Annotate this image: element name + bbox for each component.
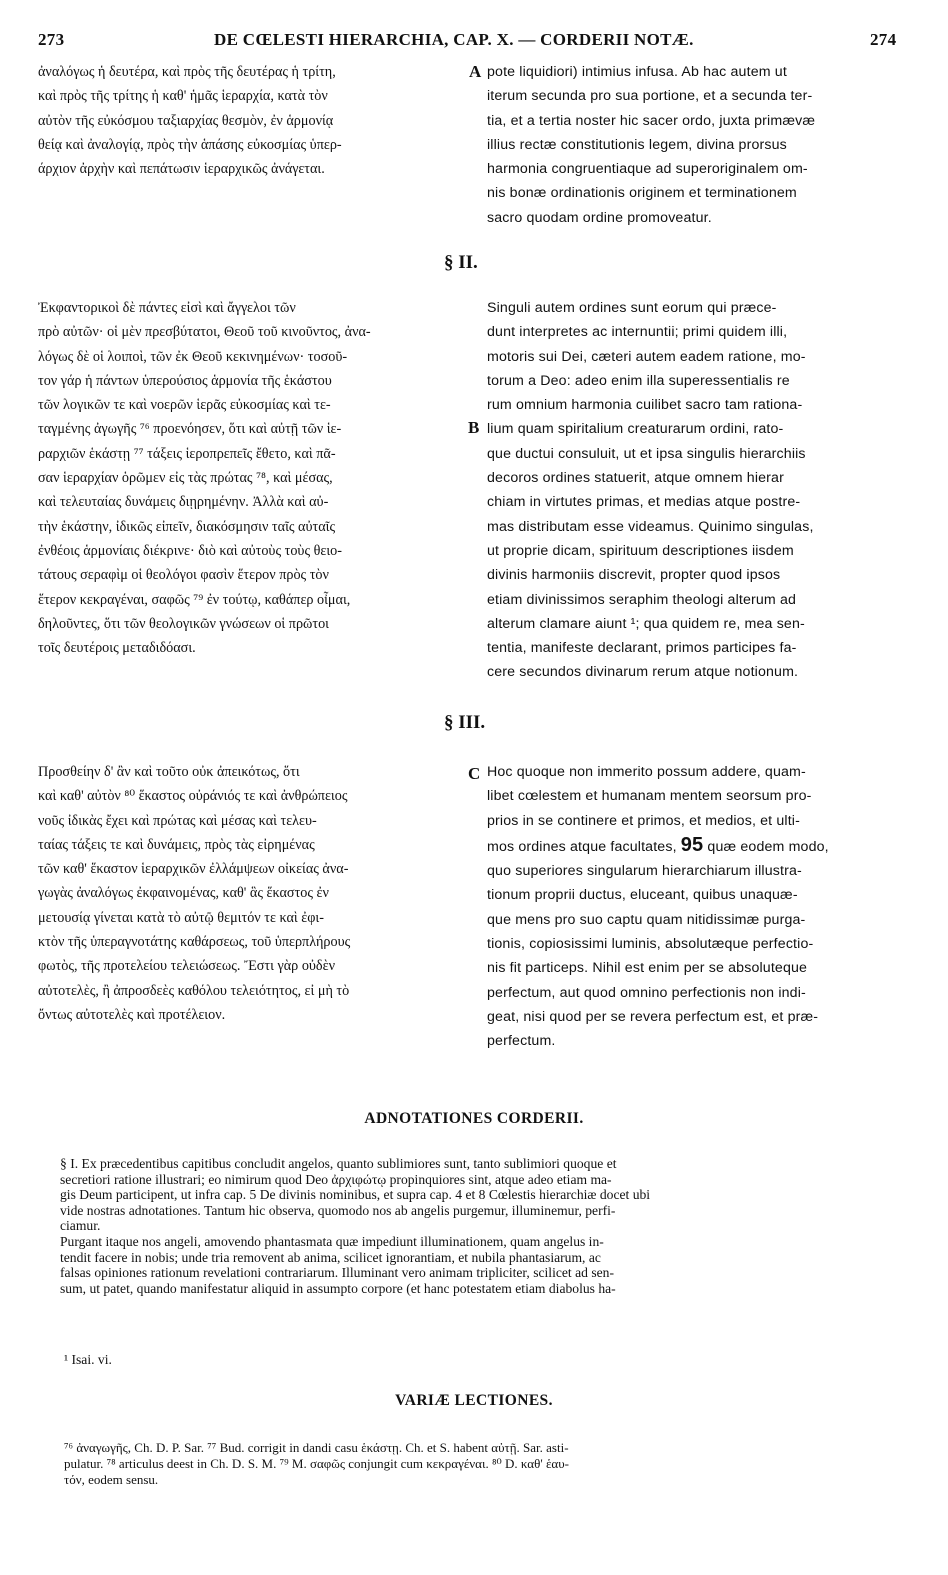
greek-line: άρχιον ἀρχὴν καὶ πεπάτωσιν ἱεραρχικῶς ἀνάγεται. (38, 161, 325, 178)
greek-line: καὶ πρὸς τῆς τρίτης ἡ καθ' ἡμᾶς ἱεραρχία, κατὰ τὸν (38, 88, 328, 105)
greek-line: κτὸν τῆς ὑπεραγνοτάτης καθάρσεως, τοῦ ὑπερπλήρους (38, 934, 351, 951)
adnotationes-text (60, 1156, 910, 1296)
greek-line: αὐτὸν τῆς εὐκόσμου ταξιαρχίας θεσμὸν, ἐν ἁρμονίᾳ (38, 112, 334, 129)
section-3-greek (38, 760, 468, 1027)
note-line: gis Deum participent, ut infra cap. 5 De divinis nominibus, et supra cap. 4 et 8 Cœlestis hierarchiæ docet ubi (60, 1187, 651, 1203)
latin-line: que mens pro suo captu quam nitidissimæ purga- (487, 911, 806, 928)
latin-line: tentia, manifeste declarant, primos participes fa- (487, 640, 797, 657)
section-1-greek (38, 60, 468, 181)
latin-line: quo superiores singularum hierarchiarum illustra- (487, 863, 802, 880)
greek-line: τάτους σεραφὶμ οἱ θεολόγοι φασὶν ἕτερον πρὸς τὸν (38, 567, 329, 584)
greek-line: τὴν ἑκάστην, ἰδικῶς εἰπεῖν, διακόσμησιν ταῖς αὐταῖς (38, 518, 336, 535)
latin-line: perfectum. (487, 1033, 556, 1050)
latin-line: nis fit particeps. Nihil est enim per se absoluteque (487, 960, 808, 977)
greek-line: δηλοῦντες, ὅτι τῶν θεολογικῶν γνώσεων οἱ πρῶτοι (38, 615, 329, 632)
latin-line: alterum clamare aiunt ¹; qua quidem re, mea sen- (487, 615, 805, 632)
column-number-95: 95 (680, 833, 704, 856)
adnotationes-footnote: ¹ Isai. vi. (64, 1352, 112, 1367)
greek-line: τοῖς δευτέροις μεταδιδόασι. (38, 640, 196, 657)
note-line: § I. Ex præcedentibus capitibus concludit angelos, quanto sublimiores sunt, tanto sublimiori quoque et (60, 1156, 617, 1171)
greek-line: φωτὸς, τῆς προτελείου τελειώσεως. Ἔστι γὰρ οὐδὲν (38, 958, 335, 975)
latin-line: divinis harmoniis discrevit, propter quod ipsos (487, 567, 781, 584)
greek-line: τον γάρ ἡ πάντων ὑπερούσιος ἁρμονία τῆς ἑκάστου (38, 372, 332, 389)
note-line: Purgant itaque nos angeli, amovendo phantasmata quæ impediunt illuminationem, quam angelus in- (60, 1233, 604, 1249)
latin-line: ut proprie dicam, spirituum descriptiones iisdem (487, 542, 794, 559)
latin-line: dunt interpretes ac internuntii; primi quidem illi, (487, 324, 788, 341)
note-line: secretiori ratione illustrari; eo nimirum quod Deo ἀρχιφώτῳ propinquiores sint, atque adeo etiam ma- (60, 1171, 612, 1187)
greek-line: καὶ τελευταίας δυνάμεις διῃρημένην. Ἀλλὰ καὶ αὐ- (38, 494, 329, 511)
margin-mark-c: C (468, 764, 481, 783)
latin-line: pote liquidiori) intimius infusa. Ab hac autem ut (487, 64, 787, 80)
note-line: ciamur. (60, 1218, 101, 1234)
greek-line: ἀναλόγως ἡ δευτέρα, καὶ πρὸς τῆς δευτέρας ἡ τρίτη, (38, 64, 336, 80)
latin-line: sacro quodam ordine promoveatur. (487, 209, 712, 226)
section-3-latin (487, 760, 912, 1054)
latin-line: mas distributam esse videamus. Quinimo singulas, (487, 518, 814, 535)
greek-line: καὶ καθ' αὐτὸν ⁸⁰ ἕκαστος οὐράνιός τε καὶ ἀνθρώπειος (38, 788, 348, 805)
margin-mark-b: B (468, 418, 480, 437)
variae-lectiones-title: VARIÆ LECTIONES. (395, 1392, 553, 1409)
adnotationes-title: ADNOTATIONES CORDERII. (364, 1110, 584, 1127)
greek-line: ὄντως αὐτοτελὲς καὶ προτέλειον. (38, 1006, 226, 1023)
greek-line: Προσθείην δ' ἂν καὶ τοῦτο οὐκ ἀπεικότως, ὅτι (38, 764, 300, 780)
note-line: sum, ut patet, quando manifestatur aliquid in assumpto corpore (et hanc potestatem etiam diabolus ha- (60, 1280, 616, 1296)
latin-line: geat, nisi quod per se revera perfectum est, et præ- (487, 1008, 819, 1025)
greek-line: μετουσίᾳ γίνεται κατὰ τὸ αὐτῷ θεμιτόν τε καὶ ἐφι- (38, 909, 324, 926)
variae-lectiones-text (64, 1440, 910, 1488)
page-number-left: 273 (38, 30, 65, 49)
variant-line: τόν, eodem sensu. (64, 1472, 159, 1487)
greek-line: ἕτερον κεκραγέναι, σαφῶς ⁷⁹ ἐν τούτῳ, καθάπερ οἶμαι, (38, 591, 351, 608)
note-line: vide nostras adnotationes. Tantum hic observa, quomodo nos ab angelis purgemur, illuminemur, perfi- (60, 1202, 616, 1218)
running-title: DE CŒLESTI HIERARCHIA, CAP. X. — CORDERII NOTÆ. (214, 30, 694, 49)
latin-line: harmonia congruentiaque ad superoriginalem om- (487, 161, 808, 178)
latin-line: tionum proprii ductus, eluceant, quibus unaquæ- (487, 887, 798, 904)
note-line: tendit facere in nobis; unde tria removent ab anima, scilicet ignorantiam, et nubila phantasiarum, ac (60, 1249, 601, 1265)
greek-line: σαν ἱεραρχίαν ὁρῶμεν εἰς τὰς πρώτας ⁷⁸, καὶ μέσας, (38, 470, 333, 487)
section-3-heading: § III. (444, 712, 486, 733)
greek-line: νοῦς ἰδικὰς ἔχει καὶ πρώτας καὶ μέσας καὶ τελευ- (38, 812, 317, 829)
section-2-heading: § II. (444, 252, 478, 273)
greek-line: ραρχιῶν ἑκάστῃ ⁷⁷ τάξεις ἱεροπρεπεῖς ἔθετο, καὶ πᾶ- (38, 445, 336, 462)
variant-line: pulatur. ⁷⁸ articulus deest in Ch. D. S. M. ⁷⁹ M. σαφῶς conjungit cum κεκραγέναι. ⁸⁰ D. καθ' ἑαυ- (64, 1456, 569, 1471)
latin-line: lium quam spiritalium creaturarum ordini, rato- (487, 421, 784, 438)
greek-line: ἐνθέοις ἁρμονίαις διέκρινε· διὸ καὶ αὐτοὺς τοὺς θειο- (38, 542, 342, 559)
greek-line: θείᾳ καὶ ἀναλογίᾳ, πρὸς τὴν ἁπάσης εὐκοσμίας ὑπερ- (38, 136, 342, 153)
greek-line: τῶν καθ' ἕκαστον ἱεραρχικῶν ἐλλάμψεων οἰκείας ἀνα- (38, 861, 349, 878)
greek-line: πρὸ αὐτῶν· οἱ μὲν πρεσβύτατοι, Θεοῦ τοῦ κινοῦντος, ἀνα- (38, 324, 371, 341)
latin-line: perfectum, aut quod omnino perfectionis non indi- (487, 984, 806, 1001)
latin-line: decoros ordines statuerit, atque omnem hierar (487, 470, 784, 487)
greek-line: τῶν λογικῶν τε καὶ νοερῶν ἱερᾶς εὐκοσμίας καὶ τε- (38, 397, 331, 414)
section-1-latin (487, 60, 912, 230)
margin-mark-a: A (469, 62, 482, 81)
latin-line: libet cœlestem et humanam mentem seorsum pro- (487, 788, 812, 805)
greek-line: Ἐκφαντορικοὶ δὲ πάντες εἰσὶ καὶ ἄγγελοι τῶν (38, 300, 296, 316)
latin-line: Hoc quoque non immerito possum addere, quam- (487, 764, 806, 780)
latin-line: tionis, copiosissimi luminis, absolutæque perfectio- (487, 936, 814, 953)
latin-line: que ductui consuluit, ut et ipsa singulis hierarchiis (487, 445, 806, 462)
latin-line: cere secundos divinarum rerum atque notionum. (487, 664, 799, 681)
page-number-right: 274 (870, 30, 897, 49)
latin-line: Singuli autem ordines sunt eorum qui præce- (487, 300, 777, 316)
latin-line: chiam in virtutes primas, et medias atque postre- (487, 494, 801, 511)
greek-line: αὐτοτελὲς, ἢ ἀπροσδεὲς καθόλου τελειότητος, εἰ μὴ τὸ (38, 982, 350, 999)
section-2-latin (487, 296, 912, 685)
latin-line: illius rectæ constitutionis legem, divina prorsus (487, 136, 787, 153)
latin-line: etiam divinissimos seraphim theologi alterum ad (487, 591, 797, 608)
variant-line: ⁷⁶ ἀναγωγῆς, Ch. D. P. Sar. ⁷⁷ Bud. corrigit in dandi casu ἑκάστῃ. Ch. et S. habent αὐτῇ. Sar. asti- (64, 1440, 569, 1455)
greek-line: ταίας τάξεις τε καὶ δυνάμεις, πρὸς τὰς εἰρημένας (38, 836, 315, 853)
latin-line: tia, et a tertia noster hic sacer ordo, juxta primævæ (487, 112, 816, 129)
latin-line: mos ordines atque facultates, 95 quæ eodem modo, (487, 833, 829, 856)
greek-line: γωγὰς ἀναλόγως ἐκφαινομένας, καθ' ἃς ἕκαστος ἐν (38, 885, 329, 902)
note-line: falsas opiniones rationum revelationi contrariarum. Illuminant vero animam tripliciter, scilicet ad sen- (60, 1265, 614, 1281)
latin-line: prios in se continere et primos, et medios, et ulti- (487, 812, 800, 829)
latin-line: motoris sui Dei, cæteri autem eadem ratione, mo- (487, 348, 806, 365)
latin-line: rum omnium harmonia cuilibet sacro tam rationa- (487, 397, 803, 414)
latin-line: iterum secunda pro sua portione, et a secunda ter- (487, 88, 813, 105)
greek-line: λόγως δὲ οἱ λοιποὶ, τῶν ἐκ Θεοῦ κεκινημένων· τοσοῦ- (38, 348, 348, 365)
greek-line: ταγμένης ἀγωγῆς ⁷⁶ προενόησεν, ὅτι καὶ αὐτῇ τῶν ἱε- (38, 421, 342, 438)
latin-line: torum a Deo: adeo enim illa superessentialis re (487, 372, 790, 389)
section-2-greek (38, 296, 468, 660)
latin-line: nis bonæ ordinationis originem et terminationem (487, 185, 797, 202)
